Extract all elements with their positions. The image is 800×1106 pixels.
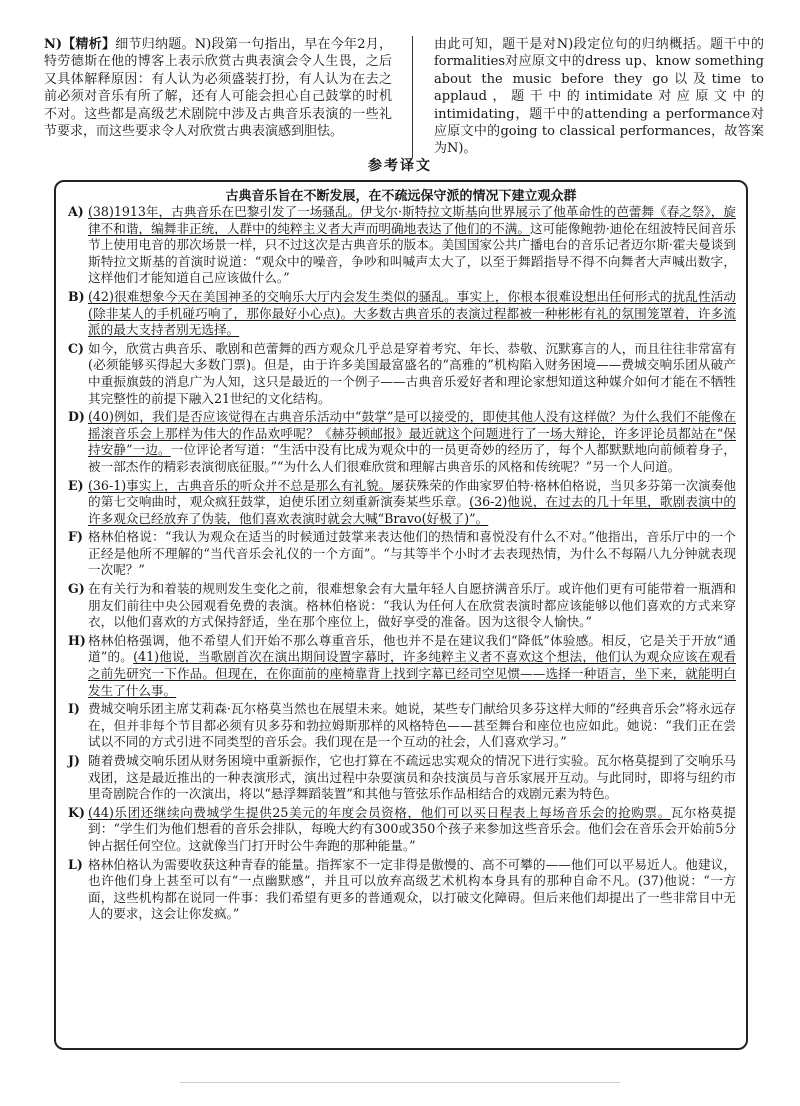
translation-paragraphs: [68, 204, 736, 925]
paragraph-g: [68, 581, 736, 631]
paragraph-b: [68, 289, 736, 339]
paragraph-h: [68, 633, 736, 699]
paragraph-label: K): [68, 804, 85, 820]
translation-box: [54, 180, 748, 1050]
paragraph-label: D): [68, 409, 85, 425]
analysis-right-text: 由此可知，题干是对N)段定位句的归纳概括。题干中的formalities对应原文中的dress up、know something about the music before they go以及time to applaud，题干中的intimidate对应原文中的intimidating，题干中的attending a performance对应原文中的going to classical performances，故答案为N)。: [434, 37, 764, 157]
paragraph-text: [88, 289, 736, 339]
paragraph-f: [68, 529, 736, 579]
underlined-sentence: (38)1913年，古典音乐在巴黎引发了一场骚乱。伊戈尔·斯特拉文斯基向世界展示了他革命性的芭蕾舞《春之祭》，旋律不和谐，编舞非正统，人群中的纯粹主义者大声而明确地表达了他们的不满。: [88, 204, 736, 236]
analysis-section: [44, 36, 764, 160]
sentence: 在有关行为和着装的规则发生变化之前，很难想象会有大量年轻人自愿挤满音乐厅。或许他们更有可能带着一瓶酒和朋友们前往中央公园观看免费的表演。格林伯格说：“我认为任何人在欣赏表演时都应该能够以他们喜欢的方式来穿衣，以他们喜欢的方式保持舒适，坐在那个座位上，做好享受的准备。因为这很令人愉快。”: [88, 581, 736, 630]
paragraph-c: [68, 341, 736, 407]
paragraph-j: [68, 753, 736, 803]
paragraph-text: [88, 857, 736, 923]
paragraph-label: A): [68, 204, 84, 219]
sentence: 如今，欣赏古典音乐、歌剧和芭蕾舞的西方观众几乎总是穿着考究、年长、恭敬、沉默寡言的人，而且往往非常富有(必须能够买得起大多数门票)。但是，由于许多美国最富盛名的“高雅的”机构陷入财务困境——费城交响乐团从破产中重振旗鼓的消息广为人知，这只是最近的一个例子——古典音乐爱好者和理论家想知道这种媒介如何才能在不牺牲其完整性的前提下融入21世纪的文化结构。: [88, 340, 736, 406]
paragraph-i: [68, 701, 736, 751]
paragraph-label: I): [68, 701, 80, 717]
underlined-sentence: (40)例如，我们是否应该觉得在古典音乐活动中“鼓掌”是可以接受的，即使其他人没有这样做？为什么我们不能像在摇滚音乐会上那样为伟大的作品欢呼呢？《赫芬顿邮报》最近就这个问题进行了一场大辩论，许多评论员都站在“保持安静”一边。: [88, 409, 736, 458]
paragraph-text: [88, 805, 736, 855]
paragraph-text: [88, 633, 736, 699]
underlined-sentence: (36-1)事实上，古典音乐的听众并不总是那么有礼貌。: [88, 477, 392, 493]
paragraph-k: [68, 805, 736, 855]
sentence: 格林伯格说：“我认为观众在适当的时候通过鼓掌来表达他们的热情和喜悦没有什么不对。”他指出，音乐厅中的一个正经是他所不理解的“当代音乐会礼仪的一个方面”。“与其等半个小时才去表现热情，为什么不每隔八九分钟就表现一次呢？”: [88, 529, 736, 578]
sentence: 瓦尔格莫提到：“学生们为他们想看的音乐会排队，每晚大约有300或350个孩子来参加这些音乐会。他们会在音乐会开始前5分钟占据任何空位。这就像当门打开时公牛奔跑的那种能量。”: [88, 804, 736, 853]
section-title: 参考译文: [368, 158, 432, 174]
analysis-tag: 【精析】: [62, 37, 116, 52]
sentence: 这可能像鲍勃·迪伦在纽波特民间音乐节上使用电音的那次场景一样，只不过这次是古典音乐的版本。美国国家公共广播电台的音乐记者迈尔斯·霍夫曼谈到斯特拉文斯基的首演时说道：“观众中的噪音，争吵和叫喊声太大了，以至于舞蹈指导不得不向舞者大声喊出数字，这样他们才能知道自己应该做什么。”: [88, 220, 736, 286]
paragraph-text: [88, 753, 736, 803]
paragraph-a: [68, 204, 736, 287]
paragraph-label: J): [68, 753, 80, 768]
underlined-sentence: (44)乐团还继续向费城学生提供25美元的年度会员资格，他们可以买日程表上每场音乐会的抢购票。: [88, 804, 671, 820]
paragraph-text: [88, 341, 736, 407]
paragraph-label: F): [68, 529, 83, 545]
paragraph-label: E): [68, 477, 84, 493]
underlined-sentence: (41)他说，当歌剧首次在演出期间设置字幕时，许多纯粹主义者不喜欢这个想法，他们认为观众应该在观看之前先研究一下作品。但现在，在你面前的座椅靠背上找到字幕已经司空见惯——选择一种语言，坐下来，就能明白发生了什么事。: [88, 649, 736, 698]
paragraph-text: [88, 204, 736, 287]
paragraph-text: [88, 478, 736, 528]
footer-line: [180, 1082, 620, 1083]
column-divider: [412, 36, 413, 158]
sentence: 一位评论者写道：“生活中没有比成为观众中的一员更奇妙的经历了，每个人都默默地向前倾着身子，被一部杰作的精彩表演彻底征服。”“为什么人们很难欣赏和理解古典音乐的风格和传统呢？”另一个人问道。: [88, 442, 736, 474]
paragraph-text: [88, 701, 736, 751]
paragraph-label: L): [68, 856, 83, 872]
sentence: 屡获殊荣的作曲家罗伯特·格林伯格说，当贝多芬第一次演奏他的第七交响曲时，观众疯狂鼓掌，迫使乐团立刻重新演奏某些乐章。: [88, 477, 736, 510]
analysis-left-column: [44, 36, 392, 140]
sentence: 费城交响乐团主席艾莉森·瓦尔格莫当然也在展望未来。她说，某些专门献给贝多芬这样大师的“经典音乐会”将永远存在，但并非每个节目都必须有贝多芬和勃拉姆斯那样的风格特色——甚至舞台和座位也应如此。她说：“我们正在尝试以不同的方式引进不同类型的音乐会。我们现在是一个互动的社会，人们喜欢学习。”: [88, 701, 736, 750]
paragraph-d: [68, 409, 736, 475]
paragraph-text: [88, 409, 736, 475]
sentence: 随着费城交响乐团从财务困境中重新振作，它也打算在不疏远忠实观众的情况下进行实验。瓦尔格莫提到了交响乐马戏团，这是最近推出的一种表演形式，演出过程中杂耍演员和杂技演员与音乐家展开互动。与此同时，即将与纽约市里奇剧院合作的一次演出，将以“悬浮舞蹈装置”和其他与管弦乐作品相结合的戏剧元素为特色。: [88, 753, 736, 802]
paragraph-label: H): [68, 632, 86, 648]
analysis-question-label: N): [44, 37, 63, 52]
sentence: 格林伯格认为需要收获这种青春的能量。指挥家不一定非得是傲慢的、高不可攀的——他们可以平易近人。他建议，也许他们身上甚至可以有“一点幽默感”，并且可以放弃高级艺术机构本身具有的那种自命不凡。(37)他说：“一方面，这些机构都在说同一件事：我们希望有更多的普通观众，以打破文化障碍。但后来他们却提出了一些非常目中无人的要求，这会让你发疯。”: [88, 856, 736, 922]
paragraph-l: [68, 857, 736, 923]
paragraph-e: [68, 478, 736, 528]
translation-title: 古典音乐旨在不断发展，在不疏远保守派的情况下建立观众群: [225, 189, 577, 204]
paragraph-text: [88, 529, 736, 579]
underlined-sentence: (42)很难想象今天在美国神圣的交响乐大厅内会发生类似的骚乱。事实上，你根本很难设想出任何形式的扰乱性活动(除非某人的手机碰巧响了，那你最好小心点)。大多数古典音乐的表演过程都被一种彬彬有礼的氛围笼罩着，许多流派的最大支持者别无选择。: [88, 288, 736, 338]
paragraph-label: B): [68, 288, 85, 304]
sentence: 格林伯格强调，他不希望人们开始不那么尊重音乐，他也并不是在建议我们“降低”体验感。相反，它是关于开放“通道”的。: [88, 632, 736, 665]
underlined-sentence: (36-2)他说，在过去的几十年里，歌剧表演中的许多观众已经放弃了伪装，他们喜欢表演时就会大喊“Bravo(好极了)”。: [88, 494, 736, 526]
paragraph-label: G): [68, 581, 85, 597]
analysis-left-text: 细节归纳题。N)段第一句指出，早在今年2月，特劳德斯在他的博客上表示欣赏古典表演会令人生畏，之后又具体解释原因：有人认为必须盛装打扮，有人认为在去之前必须对音乐有所了解，还有人可能会担心自己鼓掌的时机不对。这些都是高级艺术剧院中涉及古典音乐表演的一些礼节要求，而这些要求令人对欣赏古典表演感到胆怯。: [44, 37, 392, 140]
paragraph-label: C): [68, 340, 84, 356]
analysis-right-column: [434, 36, 764, 158]
paragraph-text: [88, 581, 736, 631]
